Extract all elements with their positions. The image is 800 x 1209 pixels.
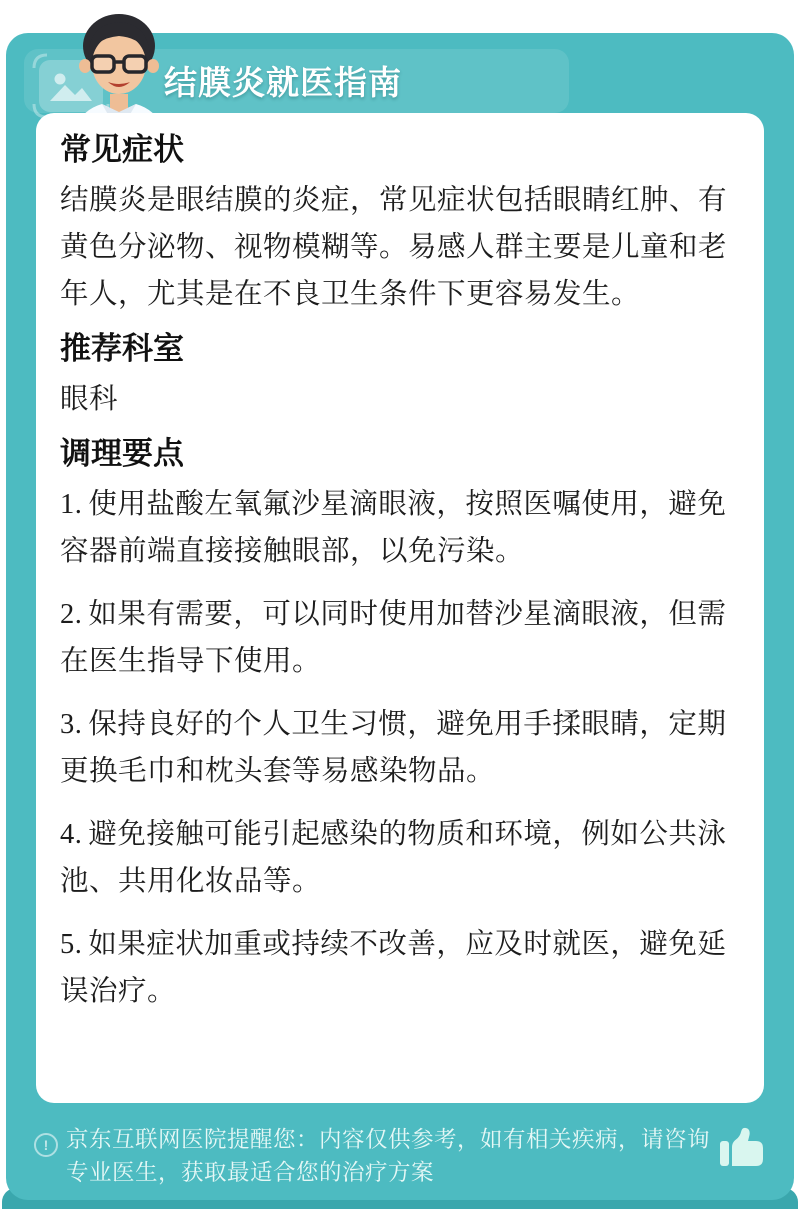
list-item [60, 921, 740, 1015]
section-heading-department: 推荐科室 [60, 331, 184, 366]
list-item [60, 701, 740, 795]
footer-disclaimer [34, 1123, 734, 1189]
list-item-number: 1. [60, 489, 83, 520]
section-heading-care-points: 调理要点 [60, 436, 184, 471]
list-item-text: 使用盐酸左氧氟沙星滴眼液，按照医嘱使用，避免容器前端直接接触眼部，以免污染。 [60, 488, 727, 567]
thumbs-up-icon[interactable] [718, 1125, 766, 1171]
list-item [60, 481, 740, 575]
section-heading-symptoms: 常见症状 [60, 132, 184, 167]
list-item-number: 2. [60, 599, 83, 630]
page-title: 结膜炎就医指南 [164, 64, 402, 101]
list-item-number: 4. [60, 819, 83, 850]
medical-guide-widget [6, 33, 794, 1200]
list-item-text: 如果症状加重或持续不改善，应及时就医，避免延误治疗。 [60, 928, 727, 1007]
list-item-text: 如果有需要，可以同时使用加替沙星滴眼液，但需在医生指导下使用。 [60, 598, 727, 677]
list-item-text: 保持良好的个人卫生习惯，避免用手揉眼睛，定期更换毛巾和枕头套等易感染物品。 [60, 708, 727, 787]
symptoms-paragraph: 结膜炎是眼结膜的炎症，常见症状包括眼睛红肿、有黄色分泌物、视物模糊等。易感人群主要是儿童和老年人，尤其是在不良卫生条件下更容易发生。 [60, 184, 728, 310]
guide-card [36, 113, 764, 1103]
department-value: 眼科 [60, 383, 119, 415]
alert-circle-icon: ! [34, 1133, 58, 1157]
list-item-number: 5. [60, 929, 83, 960]
list-item-text: 避免接触可能引起感染的物质和环境，例如公共泳池、共用化妆品等。 [60, 818, 727, 897]
list-item-number: 3. [60, 709, 83, 740]
list-item [60, 591, 740, 685]
list-item [60, 811, 740, 905]
disclaimer-text: 京东互联网医院提醒您：内容仅供参考，如有相关疾病，请咨询专业医生，获取最适合您的治疗方案 [66, 1127, 711, 1185]
